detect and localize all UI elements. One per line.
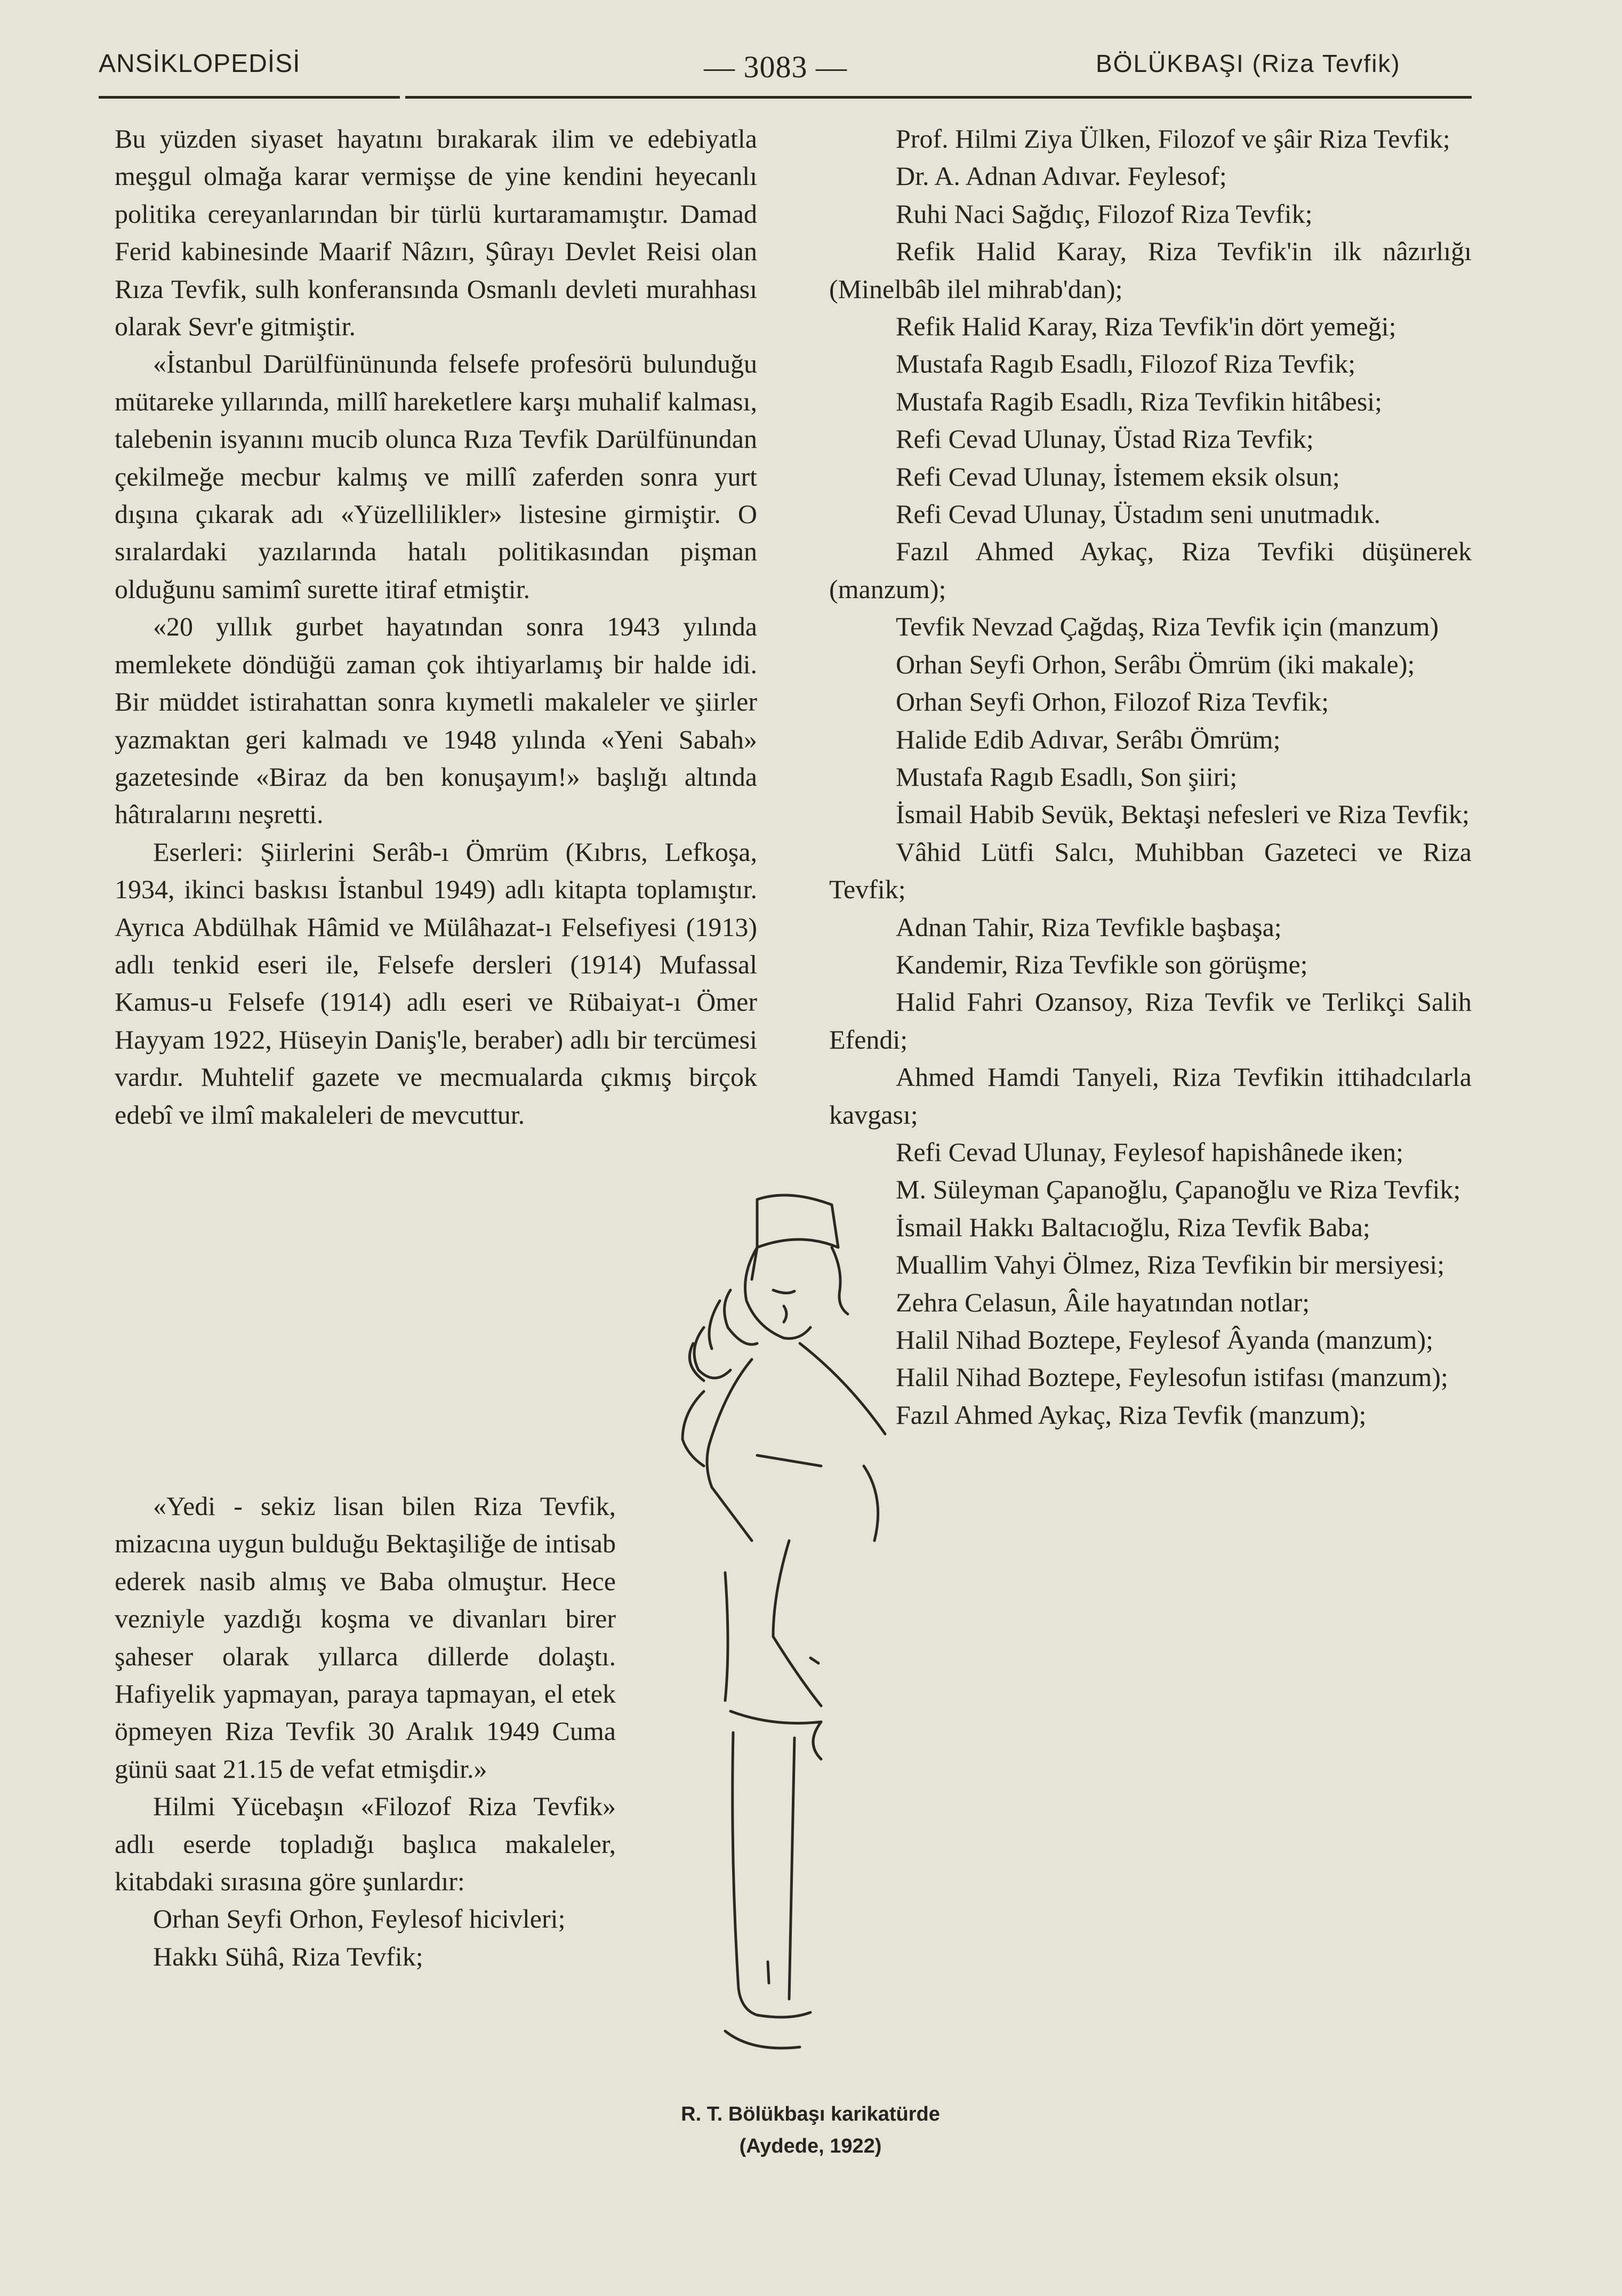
left-column bbox=[115, 120, 757, 1133]
caricature-drawing bbox=[597, 1167, 970, 2090]
bibliography-item: Refi Cevad Ulunay, Üstadım seni unutmadık. bbox=[896, 499, 1381, 529]
running-header-left: ANSİKLOPEDİSİ bbox=[99, 50, 301, 78]
bibliography-item: Orhan Seyfi Orhon, Serâbı Ömrüm (iki makale); bbox=[896, 649, 1415, 679]
bibliography-item: Mustafa Ragıb Esadlı, Son şiiri; bbox=[896, 761, 1238, 792]
page-number: — 3083 — bbox=[704, 50, 847, 84]
bibliography-item: Kandemir, Riza Tevfikle son görüşme; bbox=[896, 949, 1308, 979]
bibliography-item: Fazıl Ahmed Aykaç, Riza Tevfik (manzum); bbox=[896, 1399, 1367, 1430]
bibliography-item: Ahmed Hamdi Tanyeli, Riza Tevfikin ittihadcılarla kavgası; bbox=[829, 1062, 1472, 1130]
bibliography-item: Ruhi Naci Sağdıç, Filozof Riza Tevfik; bbox=[896, 198, 1313, 229]
paragraph: «Yedi - sekiz lisan bilen Riza Tevfik, mizacına uygun bulduğu Bektaşiliğe de intisab ederek nasib almış ve Baba olmuştur. Hece vezniyle yazdığı koşma ve divanları birer şaheser olarak yıllarca dillerde dolaştı. Hafiyelik yapmayan, paraya tapmayan, el etek öpmeyen Riza Tevfik 30 Aralık 1949 Cuma günü saat 21.15 de vefat etmişdir.» bbox=[115, 1491, 616, 1784]
left-column-lower bbox=[115, 1487, 616, 1975]
bibliography-item: Mustafa Ragıb Esadlı, Filozof Riza Tevfik; bbox=[896, 349, 1356, 379]
caricature-illustration bbox=[597, 1167, 970, 2090]
figure-caption-line-1: R. T. Bölükbaşı karikatürde bbox=[681, 2103, 940, 2125]
bibliography-item: Refi Cevad Ulunay, İstemem eksik olsun; bbox=[896, 461, 1340, 492]
bibliography-item: Dr. A. Adnan Adıvar. Feylesof; bbox=[896, 161, 1227, 191]
paragraph: Orhan Seyfi Orhon, Feylesof hicivleri; bbox=[153, 1904, 566, 1934]
paragraph: «20 yıllık gurbet hayatından sonra 1943 yılında memlekete döndüğü zaman çok ihtiyarlamış bir halde idi. Bir müddet istirahattan sonra kıymetli makaleler ve şiirler yazmaktan geri kalmadı ve 1948 yılında «Yeni Sabah» gazetesinde «Biraz da ben konuşayım!» başlığı altında hâtıralarını neşretti. bbox=[115, 611, 757, 829]
bibliography-item: Refik Halid Karay, Riza Tevfik'in ilk nâzırlığı (Minelbâb ilel mihrab'dan); bbox=[829, 236, 1472, 304]
paragraph: Bu yüzden siyaset hayatını bırakarak ilim ve edebiyatla meşgul olmağa karar vermişse de yine kendini heyecanlı politika cereyanlarından bir türlü kurtaramamıştır. Damad Ferid kabinesinde Maarif Nâzırı, Şûrayı Devlet Reisi olan Rıza Tevfik, sulh konferansında Osmanlı devleti murahhası olarak Sevr'e gitmiştir. bbox=[115, 124, 757, 342]
paragraph: «İstanbul Darülfününunda felsefe profesörü bulunduğu mütareke yıllarında, millî hareketlere karşı muhalif kalması, talebenin isyanını mucib olunca Rıza Tevfik Darülfünundan çekilmeğe mecbur kalmış ve millî zaferden sonra yurt dışına çıkarak adı «Yüzellilikler» listesine girmiştir. O sıralardaki yazılarında hatalı politikasından pişman olduğunu samimî surette itiraf etmiştir. bbox=[115, 349, 757, 604]
paragraph: Hilmi Yücebaşın «Filozof Riza Tevfik» adlı eserde topladığı başlıca makaleler, kitabdaki sırasına göre şunlardır: bbox=[115, 1791, 616, 1897]
running-header-right: BÖLÜKBAŞI (Riza Tevfik) bbox=[1096, 50, 1401, 77]
bibliography-item: Orhan Seyfi Orhon, Filozof Riza Tevfik; bbox=[896, 687, 1329, 717]
bibliography-item: Vâhid Lütfi Salcı, Muhibban Gazeteci ve Riza Tevfik; bbox=[829, 836, 1472, 905]
bibliography-item: Mustafa Ragib Esadlı, Riza Tevfikin hitâbesi; bbox=[896, 386, 1383, 416]
bibliography-item: Refi Cevad Ulunay, Üstad Riza Tevfik; bbox=[896, 424, 1314, 454]
bibliography-item: Fazıl Ahmed Aykaç, Riza Tevfiki düşünerek (manzum); bbox=[829, 536, 1472, 604]
paragraph: Eserleri: Şiirlerini Serâb-ı Ömrüm (Kıbrıs, Lefkoşa, 1934, ikinci baskısı İstanbul 1949) adlı kitapta toplamıştır. Ayrıca Abdülhak Hâmid ve Mülâhazat-ı Felsefiyesi (1913) adlı tenkid eseri ile, Felsefe dersleri (1914) Mufassal Kamus-u Felsefe (1914) adlı eseri ve Rübaiyat-ı Ömer Hayyam 1922, Hüseyin Daniş'le, beraber) adlı bir tercümesi vardır. Muhtelif gazete ve mecmualarda çıkmış birçok edebî ve ilmî makaleleri de mevcuttur. bbox=[115, 836, 757, 1130]
bibliography-item: Halid Fahri Ozansoy, Riza Tevfik ve Terlikçi Salih Efendi; bbox=[829, 987, 1472, 1054]
paragraph: Hakkı Sühâ, Riza Tevfik; bbox=[153, 1941, 423, 1971]
bibliography-item: M. Süleyman Çapanoğlu, Çapanoğlu ve Riza Tevfik; bbox=[896, 1174, 1461, 1205]
bibliography-item: Tevfik Nevzad Çağdaş, Riza Tevfik için (manzum) bbox=[896, 611, 1439, 642]
bibliography-item: Zehra Celasun, Âile hayatından notlar; bbox=[896, 1287, 1310, 1317]
bibliography-item: İsmail Habib Sevük, Bektaşi nefesleri ve Riza Tevfik; bbox=[896, 799, 1470, 829]
bibliography-item: Refik Halid Karay, Riza Tevfik'in dört yemeği; bbox=[896, 311, 1396, 342]
header-rule-left bbox=[99, 96, 400, 99]
header-rule-right bbox=[405, 96, 1472, 99]
bibliography-item: Halil Nihad Boztepe, Feylesofun istifası (manzum); bbox=[896, 1362, 1448, 1392]
bibliography-item: Halide Edib Adıvar, Serâbı Ömrüm; bbox=[896, 724, 1281, 754]
bibliography-item: İsmail Hakkı Baltacıoğlu, Riza Tevfik Baba; bbox=[896, 1212, 1370, 1242]
bibliography-item: Prof. Hilmi Ziya Ülken, Filozof ve şâir Riza Tevfik; bbox=[896, 124, 1450, 154]
bibliography-item: Refi Cevad Ulunay, Feylesof hapishânede iken; bbox=[896, 1137, 1404, 1167]
bibliography-item: Muallim Vahyi Ölmez, Riza Tevfikin bir mersiyesi; bbox=[896, 1250, 1445, 1280]
bibliography-item: Adnan Tahir, Riza Tevfikle başbaşa; bbox=[896, 912, 1282, 942]
figure-caption-line-2: (Aydede, 1922) bbox=[739, 2135, 882, 2157]
bibliography-item: Halil Nihad Boztepe, Feylesof Âyanda (manzum); bbox=[896, 1325, 1434, 1355]
